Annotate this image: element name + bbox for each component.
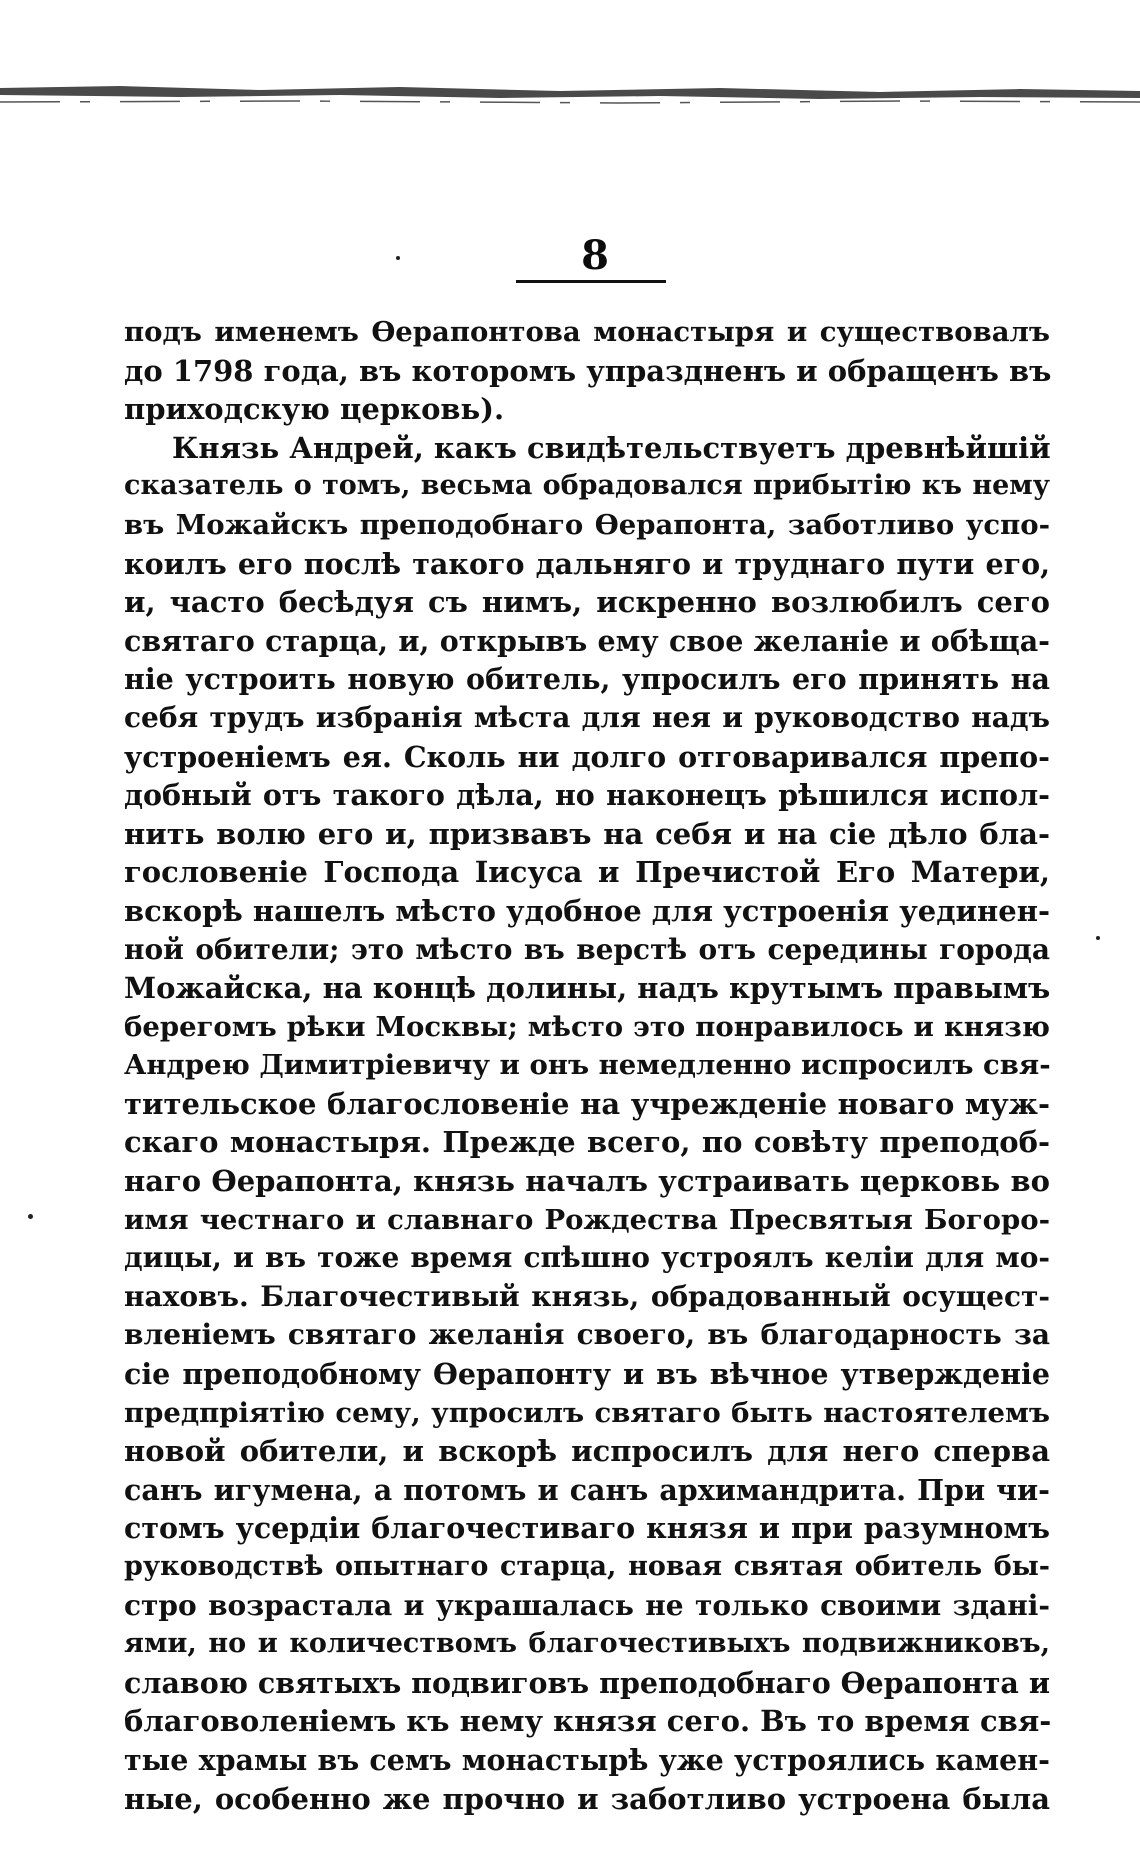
text-line: руководствѣ опытнаго старца, новая святая обитель бы-: [124, 1551, 1050, 1582]
text-line: нить волю его и, призвавъ на себя и на сіе дѣло бла-: [124, 816, 1050, 851]
text-line: коилъ его послѣ такого дальняго и труднаго пути его,: [124, 546, 1050, 581]
text-line: благоволеніемъ къ нему князя сего. Въ то время свя-: [124, 1704, 1052, 1739]
text-line: вленіемъ святаго желанія своего, въ благодарность за: [124, 1318, 1050, 1352]
text-line: дицы, и въ тоже время спѣшно устроялъ келіи для мо-: [124, 1241, 1050, 1275]
text-line: сіе преподобному Ѳерапонту и въ вѣчное утвержденіе: [124, 1357, 1050, 1392]
scan-edge-smudge: [0, 78, 1140, 108]
text-line: себя трудъ избранія мѣста для нея и руководство надъ: [124, 700, 1050, 734]
page-number-rule: [516, 280, 666, 283]
text-line: имя честнаго и славнаго Рождества Пресвятыя Богоро-: [124, 1203, 1050, 1236]
text-line: тые храмы въ семъ монастырѣ уже устроялись камен-: [124, 1742, 1050, 1777]
text-line: наховъ. Благочестивый князь, обрадованный осущест-: [124, 1279, 1050, 1313]
text-line: устроеніемъ ея. Сколь ни долго отговаривался препо-: [124, 739, 1050, 774]
body-text: [124, 313, 1050, 1818]
text-line: и, часто бесѣдуя съ нимъ, искренно возлюбилъ сего: [124, 585, 1050, 620]
text-line: Можайска, на концѣ долины, надъ крутымъ правымъ: [124, 971, 1051, 1006]
text-line: ями, но и количествомъ благочестивыхъ подвижниковъ,: [124, 1628, 1050, 1660]
text-line: ной обители; это мѣсто въ верстѣ отъ середины города: [124, 932, 1050, 966]
text-line: предпріятію сему, упросилъ святаго быть настоятелемъ: [124, 1396, 1050, 1429]
text-line: скаго монастыря. Прежде всего, по совѣту преподоб-: [124, 1125, 1050, 1160]
text-line: въ Можайскъ преподобнаго Ѳерапонта, заботливо успо-: [124, 508, 1050, 541]
text-line: ніе устроить новую обитель, упросилъ его принять на: [124, 662, 1050, 697]
text-line: новой обители, и вскорѣ испросилъ для него сперва: [124, 1434, 1050, 1469]
text-line: до 1798 года, въ которомъ упраздненъ и обращенъ въ: [124, 353, 1052, 388]
text-line: стро возрастала и украшалась не только своими здані-: [124, 1588, 1050, 1622]
page-number: 8: [581, 232, 609, 279]
text-line: наго Ѳерапонта, князь началъ устраивать церковь во: [124, 1164, 1050, 1199]
text-line: ные, особенно же прочно и заботливо устроена была: [124, 1781, 1050, 1816]
text-line: стомъ усердіи благочестиваго князя и при разумномъ: [124, 1511, 1050, 1546]
text-line: славою святыхъ подвиговъ преподобнаго Ѳерапонта и: [124, 1665, 1050, 1700]
text-line: гословеніе Господа Іисуса и Пречистой Его Матери,: [124, 855, 1050, 890]
scan-speck: [28, 1214, 33, 1219]
text-line: подъ именемъ Ѳерапонтова монастыря и существовалъ: [124, 316, 1050, 348]
scan-speck: [1096, 936, 1100, 940]
text-line: Князь Андрей, какъ свидѣтельствуетъ древнѣйшій: [172, 430, 1051, 465]
text-line: добный отъ такого дѣла, но наконецъ рѣшился испол-: [124, 778, 1050, 813]
text-line: святаго старца, и, открывъ ему свое желаніе и обѣща-: [124, 623, 1050, 658]
text-line: приходскую церковь).: [124, 392, 505, 427]
text-line: Андрею Димитріевичу и онъ немедленно испросилъ свя-: [124, 1049, 1051, 1082]
text-line: сказатель о томъ, весьма обрадовался прибытію къ нему: [124, 470, 1050, 502]
text-line: санъ игумена, а потомъ и санъ архимандрита. При чи-: [124, 1472, 1050, 1507]
scan-speck: [396, 256, 400, 260]
text-line: вскорѣ нашелъ мѣсто удобное для устроенія уединен-: [124, 893, 1050, 928]
text-line: тительское благословеніе на учрежденіе новаго муж-: [124, 1086, 1050, 1121]
text-line: берегомъ рѣки Москвы; мѣсто это понравилось и князю: [124, 1010, 1050, 1043]
